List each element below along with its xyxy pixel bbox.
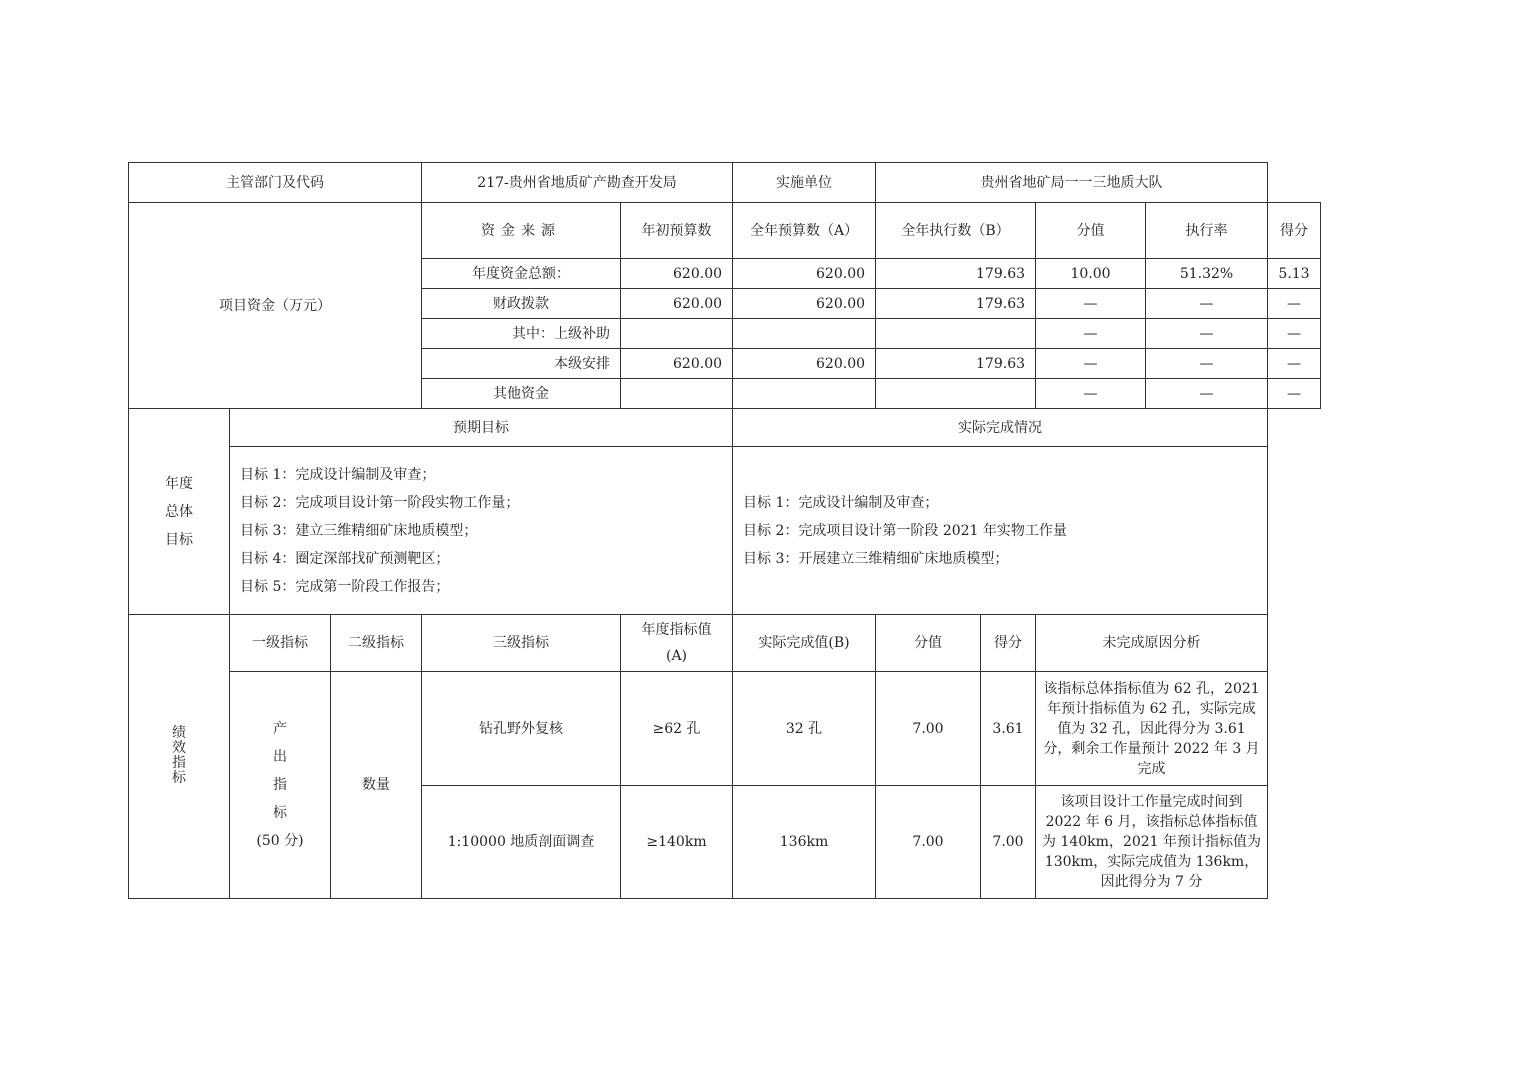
- funds-col-annual: 全年预算数（A）: [733, 203, 876, 259]
- fund-initial: [621, 319, 733, 349]
- perf-indicator: 1:10000 地质剖面调查: [422, 786, 621, 899]
- expected-goals-list: [230, 447, 733, 615]
- funds-col-initial: 年初预算数: [621, 203, 733, 259]
- fund-score: 5.13: [1268, 259, 1321, 289]
- fund-score-value: —: [1036, 319, 1146, 349]
- actual-goals-label: 实际完成情况: [733, 409, 1268, 447]
- fund-rate: —: [1146, 379, 1268, 409]
- fund-name: 年度资金总额：: [422, 259, 621, 289]
- perf-col-target: [621, 615, 733, 672]
- actual-goal: 目标 1：完成设计编制及审查；: [743, 494, 939, 511]
- fund-score: —: [1268, 379, 1321, 409]
- fund-score-value: 10.00: [1036, 259, 1146, 289]
- perf-actual: 136km: [733, 786, 876, 899]
- perf-level2-cell: 数量: [331, 672, 422, 899]
- funds-col-rate: 执行率: [1146, 203, 1268, 259]
- perf-col-score-value: 分值: [876, 615, 981, 672]
- fund-rate: —: [1146, 349, 1268, 379]
- goals-label-line: 总体: [165, 503, 193, 520]
- expected-goals-label: 预期目标: [230, 409, 733, 447]
- perf-level1-line: (50 分): [256, 833, 304, 849]
- fund-annual: 620.00: [733, 349, 876, 379]
- fund-score: —: [1268, 319, 1321, 349]
- perf-level1-line: 产: [272, 721, 287, 737]
- fund-name: 财政拨款: [422, 289, 621, 319]
- fund-annual: 620.00: [733, 259, 876, 289]
- performance-header-row: [129, 615, 1321, 672]
- fund-name: 本级安排: [422, 349, 621, 379]
- perf-level1-line: 指: [272, 777, 287, 793]
- fund-score: —: [1268, 289, 1321, 319]
- goals-header-row: [129, 409, 1321, 447]
- funds-col-executed: 全年执行数（B）: [876, 203, 1036, 259]
- fund-executed: [876, 379, 1036, 409]
- fund-name: 其中：上级补助: [422, 319, 621, 349]
- fund-initial: 620.00: [621, 349, 733, 379]
- fund-annual: [733, 319, 876, 349]
- performance-section-label: [129, 615, 230, 899]
- perf-col-reason: 未完成原因分析: [1036, 615, 1268, 672]
- fund-rate: —: [1146, 319, 1268, 349]
- performance-label-text: 绩效指标: [172, 724, 186, 786]
- expected-goal: 目标 2：完成项目设计第一阶段实物工作量；: [240, 494, 520, 511]
- header-row: [129, 163, 1321, 203]
- impl-value: 贵州省地矿局一一三地质大队: [876, 163, 1268, 203]
- perf-score-value: 7.00: [876, 672, 981, 786]
- goals-section-label: [129, 409, 230, 615]
- perf-col-level2: 二级指标: [331, 615, 422, 672]
- fund-score: —: [1268, 349, 1321, 379]
- perf-reason: 该项目设计工作量完成时间到 2022 年 6 月，该指标总体指标值为 140km，2021 年预计指标值为 130km，实际完成值为 136km，因此得分为 7 分: [1036, 786, 1268, 899]
- fund-score-value: —: [1036, 379, 1146, 409]
- perf-actual: 32 孔: [733, 672, 876, 786]
- performance-evaluation-table: [128, 162, 1321, 899]
- expected-goal: 目标 5：完成第一阶段工作报告；: [240, 578, 450, 595]
- perf-col-score: 得分: [981, 615, 1036, 672]
- fund-score-value: —: [1036, 349, 1146, 379]
- perf-indicator: 钻孔野外复核: [422, 672, 621, 786]
- expected-goal: 目标 1：完成设计编制及审查；: [240, 466, 436, 483]
- perf-col-target-line: (A): [665, 648, 688, 664]
- perf-col-level3: 三级指标: [422, 615, 621, 672]
- perf-score: 7.00: [981, 786, 1036, 899]
- perf-score: 3.61: [981, 672, 1036, 786]
- funds-header-row: [129, 203, 1321, 259]
- perf-level1-line: 标: [272, 805, 287, 821]
- actual-goal: 目标 3：开展建立三维精细矿床地质模型；: [743, 550, 1009, 567]
- fund-rate: —: [1146, 289, 1268, 319]
- goals-label-line: 目标: [165, 531, 193, 548]
- fund-score-value: —: [1036, 289, 1146, 319]
- performance-row: [129, 672, 1321, 786]
- actual-goal: 目标 2：完成项目设计第一阶段 2021 年实物工作量: [743, 522, 1067, 539]
- fund-annual: 620.00: [733, 289, 876, 319]
- perf-col-target-line: 年度指标值: [641, 622, 712, 638]
- dept-value: 217-贵州省地质矿产勘查开发局: [422, 163, 733, 203]
- dept-label: 主管部门及代码: [129, 163, 422, 203]
- fund-initial: 620.00: [621, 289, 733, 319]
- fund-executed: 179.63: [876, 259, 1036, 289]
- fund-executed: 179.63: [876, 289, 1036, 319]
- funds-col-score-value: 分值: [1036, 203, 1146, 259]
- actual-goals-list: [733, 447, 1268, 615]
- fund-rate: 51.32%: [1146, 259, 1268, 289]
- expected-goal: 目标 3：建立三维精细矿床地质模型；: [240, 522, 478, 539]
- perf-col-level1: 一级指标: [230, 615, 331, 672]
- funds-col-score: 得分: [1268, 203, 1321, 259]
- perf-reason: 该指标总体指标值为 62 孔，2021 年预计指标值为 62 孔，实际完成值为 32 孔，因此得分为 3.61 分，剩余工作量预计 2022 年 3 月完成: [1036, 672, 1268, 786]
- perf-target: ≥62 孔: [621, 672, 733, 786]
- goals-content-row: [129, 447, 1321, 615]
- fund-executed: 179.63: [876, 349, 1036, 379]
- goals-label-line: 年度: [165, 475, 193, 492]
- perf-level1-line: 出: [272, 749, 287, 765]
- perf-target: ≥140km: [621, 786, 733, 899]
- funds-section-label: 项目资金（万元）: [129, 203, 422, 409]
- fund-executed: [876, 319, 1036, 349]
- fund-name: 其他资金: [422, 379, 621, 409]
- fund-initial: 620.00: [621, 259, 733, 289]
- funds-col-source: 资金来源: [422, 203, 621, 259]
- perf-score-value: 7.00: [876, 786, 981, 899]
- expected-goal: 目标 4：圈定深部找矿预测靶区；: [240, 550, 450, 567]
- perf-col-actual: 实际完成值(B): [733, 615, 876, 672]
- impl-label: 实施单位: [733, 163, 876, 203]
- fund-initial: [621, 379, 733, 409]
- perf-level1-cell: [230, 672, 331, 899]
- fund-annual: [733, 379, 876, 409]
